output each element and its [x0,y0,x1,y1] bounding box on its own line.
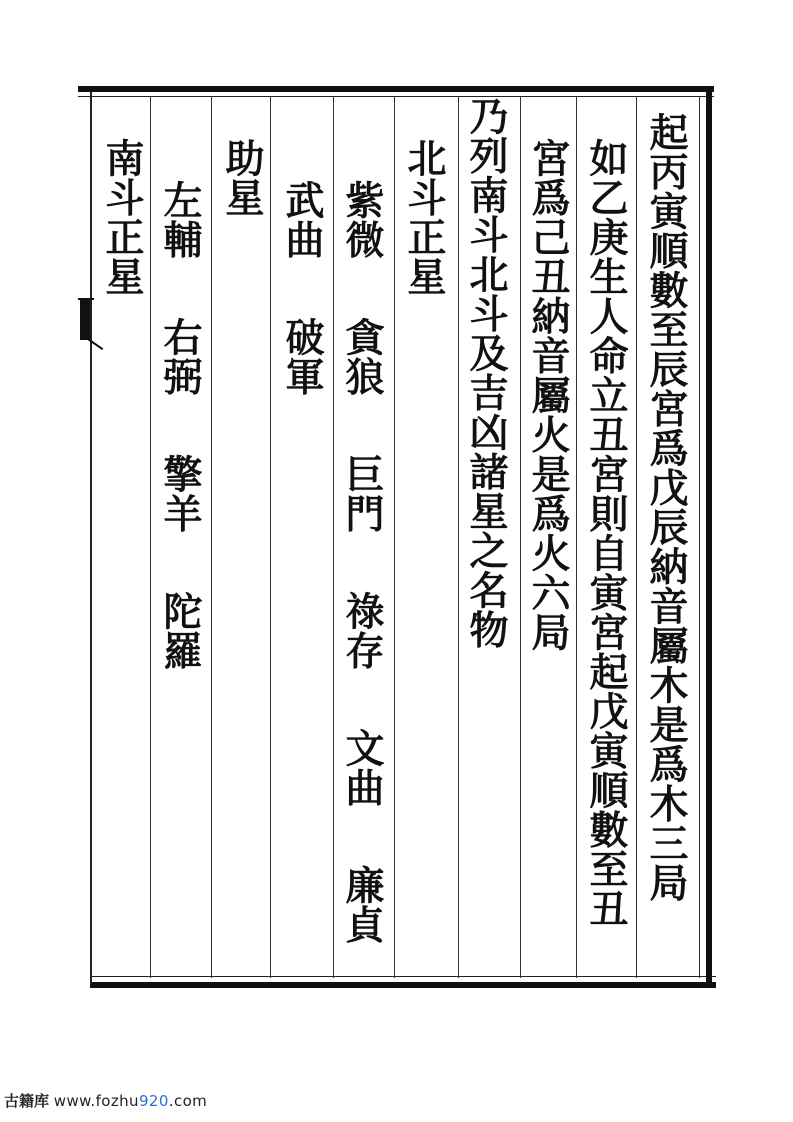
star-name: 紫微 [339,180,385,259]
star-name: 巨門 [339,454,385,533]
frame-top-border [78,86,714,92]
url-prefix: www.fozhu [53,1092,139,1110]
star-name: 武曲 [279,180,325,259]
column-divider [520,96,521,978]
star-name: 擎羊 [157,454,203,533]
column-divider [270,96,271,978]
star-name: 右弼 [157,317,203,396]
column-divider [394,96,395,978]
frame-bottom-border [90,982,716,988]
star-list-column-7 [280,180,324,396]
frame-top-inner-line [78,96,714,97]
column-divider [458,96,459,978]
fishtail-mark-icon [80,300,90,340]
star-name: 陀羅 [157,591,203,670]
column-divider [333,96,334,978]
frame-right-inner-line [699,96,700,978]
text-column-1: 起丙寅順數至辰宮爲戊辰納音屬木是爲木三局 [643,112,689,902]
site-url[interactable] [54,1092,207,1110]
star-name: 破軍 [279,317,325,396]
url-suffix: .com [168,1092,208,1110]
column-divider [211,96,212,978]
heading-north-dipper: 北斗正星 [401,138,447,296]
star-name: 文曲 [339,728,385,807]
star-name: 左輔 [157,180,203,259]
star-list-column-6 [340,180,384,944]
text-column-4: 乃列南斗北斗及吉凶諸星之名物 [463,96,509,649]
heading-south-dipper: 南斗正星 [99,138,145,296]
column-divider [576,96,577,978]
column-divider [636,96,637,978]
site-brand: 古籍库 [4,1092,50,1110]
text-column-3: 宮爲己丑納音屬火是爲火六局 [525,138,571,652]
column-divider [150,96,151,978]
frame-bottom-inner-line [90,976,716,977]
fishtail-line [78,298,94,300]
star-name: 廉貞 [339,865,385,944]
star-name: 祿存 [339,591,385,670]
site-watermark [4,1090,207,1111]
heading-auxiliary-stars: 助星 [219,138,265,217]
frame-left-border [90,92,92,984]
frame-right-border [706,86,712,988]
url-number: 920 [138,1092,169,1110]
text-column-2: 如乙庚生人命立丑宮則自寅宮起戊寅順數至丑 [583,138,629,928]
star-name: 貪狼 [339,317,385,396]
star-list-column-9 [158,180,202,670]
